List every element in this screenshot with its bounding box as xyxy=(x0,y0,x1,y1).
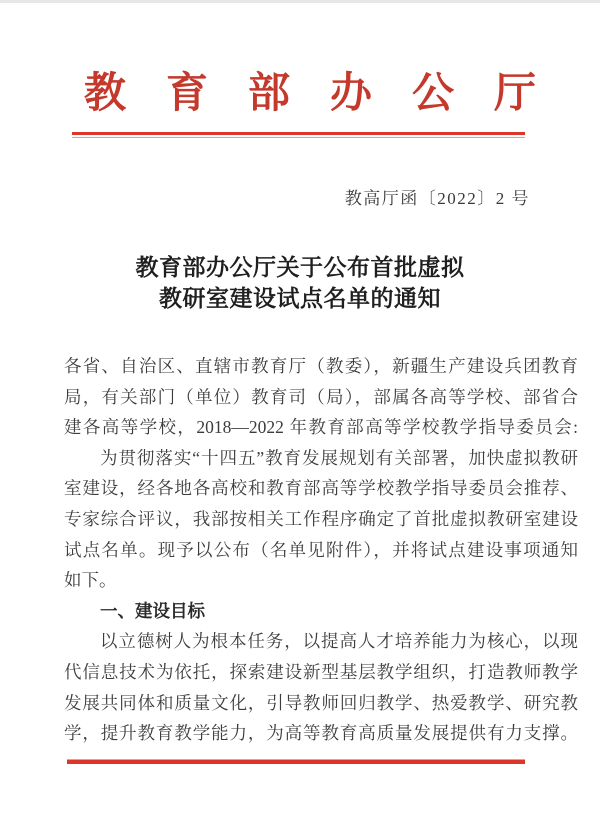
document-body xyxy=(64,351,578,749)
letterhead-divider-thin-line xyxy=(72,137,525,138)
body-line: 代信息技术为依托，探索建设新型基层教学组织，打造教师教学 xyxy=(64,661,578,682)
body-line: 局，有关部门（单位）教育司（局），部属各高等学校、部省合 xyxy=(64,386,578,407)
body-line: 发展共同体和质量文化，引导教师回归教学、热爱教学、研究教 xyxy=(64,692,578,713)
letterhead-title: 教育部办公厅 xyxy=(83,71,576,117)
notice-title-line2: 教研室建设试点名单的通知 xyxy=(159,286,441,311)
footer-divider xyxy=(67,759,525,764)
scan-edge-artifact xyxy=(0,0,600,3)
body-line: 各省、自治区、直辖市教育厅（教委），新疆生产建设兵团教育 xyxy=(64,356,578,376)
notice-title-line1: 教育部办公厅关于公布首批虚拟 xyxy=(135,255,465,280)
body-line: 学，提升教育教学能力，为高等教育高质量发展提供有力支撑。 xyxy=(64,723,578,744)
letterhead-divider xyxy=(72,132,525,138)
section-heading: 一、建设目标 xyxy=(100,600,205,621)
body-line: 室建设，经各地各高校和教育部高等学校教学指导委员会推荐、 xyxy=(64,478,578,499)
body-line: 试点名单。现予以公布（名单见附件），并将试点建设事项通知 xyxy=(64,539,578,560)
letterhead-divider-thick-line xyxy=(72,132,525,135)
body-line: 如下。 xyxy=(64,570,117,591)
footer-divider-thick-line xyxy=(67,760,525,764)
body-line: 专家综合评议，我部按相关工作程序确定了首批虚拟教研室建设 xyxy=(64,508,578,529)
notice-title xyxy=(0,252,600,314)
body-line: 建各高等学校，2018—2022 年教育部高等学校教学指导委员会: xyxy=(64,417,578,438)
doc-number: 教高厅函〔2022〕2 号 xyxy=(344,189,530,208)
body-line: 为贯彻落实“十四五”教育发展规划有关部署，加快虚拟教研 xyxy=(100,447,578,468)
body-line: 以立德树人为根本任务，以提高人才培养能力为核心，以现 xyxy=(100,631,578,652)
